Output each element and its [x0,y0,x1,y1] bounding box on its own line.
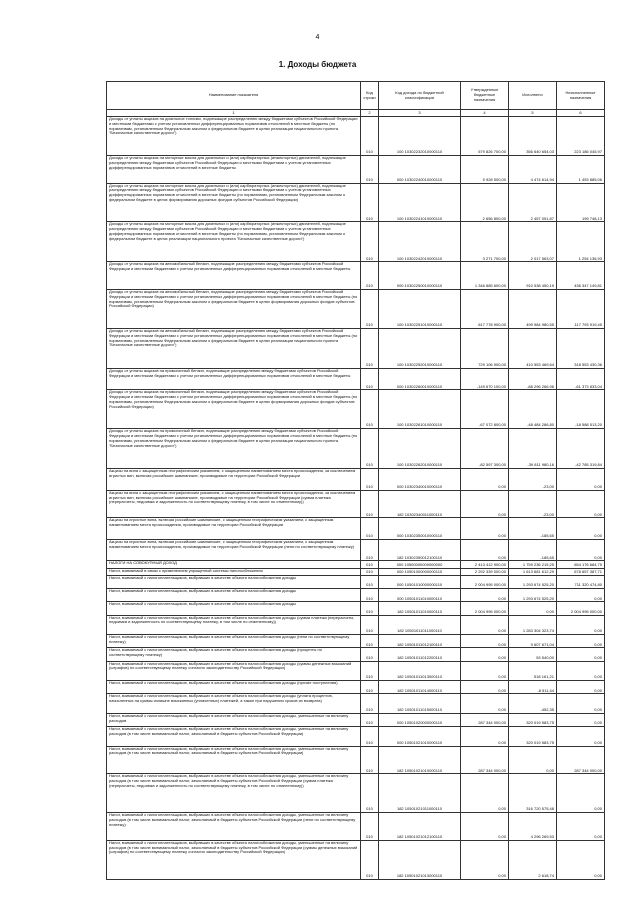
executed-amount: 0,00 [509,602,557,615]
line-code: 010 [361,840,379,879]
executed-amount: 0,00 [509,746,557,774]
approved-amount: 2 004 995 000,00 [461,575,509,588]
table-row [107,727,605,746]
classification-code: 000 10302260010000110 [379,368,461,390]
column-number: 4 [461,110,509,117]
indicator-name: Доходы от уплаты акцизов на автомобильный бензин, подлежащие распределению между бюджетами субъектов Российской Федерации и местными бюджетами с учетом установленных дифференцированных нормативов отчислений в местные бюджеты (по нормативам, установленным Федеральным законом о федеральном бюджете в целях формирования дорожных фондов субъектов Российской Федерации) [107,290,361,329]
table-row [107,390,605,429]
table-row [107,840,605,879]
classification-code: 182 10501021012100110 [379,813,461,841]
line-code: 010 [361,262,379,290]
executed-amount: 1 293 674 525,20 [509,575,557,588]
unexecuted-amount: 0,00 [557,469,605,491]
line-code: 010 [361,575,379,588]
unexecuted-amount: 0,00 [557,681,605,694]
column-number: 6 [557,110,605,117]
indicator-name: НАЛОГИ НА СОВОКУПНЫЙ ДОХОД [107,561,361,568]
classification-code: 000 10302240010000110 [379,155,461,183]
unexecuted-amount: 1 453 885,06 [557,155,605,183]
approved-amount: 0,00 [461,694,509,713]
unexecuted-amount: 0,00 [557,840,605,879]
classification-code: 000 10302350010000110 [379,518,461,540]
unexecuted-amount: 0,00 [557,539,605,561]
classification-code: 100 10302232010000110 [379,117,461,156]
unexecuted-amount: 318 553 430,36 [557,328,605,368]
classification-code: 182 10501021010000110 [379,746,461,774]
approved-amount: 0,00 [461,635,509,648]
table-row [107,117,605,156]
executed-amount: 1 759 236 215,25 [509,561,557,568]
classification-code: 100 10302261010000110 [379,390,461,429]
line-code: 010 [361,518,379,540]
classification-code: 100 10302251010000110 [379,290,461,329]
classification-code: 100 10302252010000110 [379,328,461,368]
page-number: 4 [315,34,320,41]
indicator-name: Налог, взимаемый с налогоплательщиков, выбравших в качестве объекта налогообложения доходы, уменьшенные на величину расходов (в том числе минимальный налог, зачисляемый в бюджеты субъектов Российской Федерации (суммы денежных взысканий (штрафов) по соответствующему платежу согласно законодательству Российской Федерации) [107,840,361,879]
indicator-name: Налог, взимаемый с налогоплательщиков, выбравших в качестве объекта налогообложения доходы (суммы денежных взысканий (штрафов) по соответствующему платежу согласно законодательству Российской Федерации) [107,661,361,680]
line-code: 010 [361,661,379,680]
unexecuted-amount: 0,00 [557,518,605,540]
executed-amount: 2 017 563,07 [509,222,557,262]
table-row [107,183,605,222]
indicator-name: Доходы от уплаты акцизов на автомобильный бензин, подлежащие распределению между бюджетами субъектов Российской Федерации и местными бюджетами с учетом установленных дифференцированных нормативов отчислений в местные бюджеты [107,262,361,290]
classification-code: 182 10501011012200110 [379,648,461,661]
table-row [107,713,605,726]
approved-amount: 2 656 800,00 [461,183,509,222]
table-row [107,615,605,634]
executed-amount: -185,65 [509,539,557,561]
executed-amount: -23,00 [509,469,557,491]
unexecuted-amount: 678 657 387,71 [557,568,605,575]
classification-code: 182 10501011011000110 [379,615,461,634]
approved-amount: -67 072 800,00 [461,390,509,429]
line-code: 010 [361,155,379,183]
indicator-name: Доходы от уплаты акцизов на дизельное топливо, подлежащие распределению между бюджетами субъектов Российской Федерации и местными бюджетами с учетом установленных дифференцированных нормативов отчислений в местные бюджеты (по нормативам, установленным Федеральным законом о федеральном бюджете в целях реализации национального проекта "Безопасные качественные дороги") [107,117,361,156]
table-row [107,588,605,601]
executed-amount: 410 553 469,64 [509,328,557,368]
line-code: 010 [361,222,379,262]
approved-amount: 0,00 [461,490,509,518]
column-number-row [107,110,605,117]
executed-amount: 356 640 654,03 [509,117,557,156]
line-code: 010 [361,390,379,429]
approved-amount: 0,00 [461,813,509,841]
line-code: 010 [361,183,379,222]
approved-amount: 0,00 [461,681,509,694]
column-number: 2 [361,110,379,117]
approved-amount: 617 778 900,00 [461,290,509,329]
line-code: 010 [361,635,379,648]
classification-code: 100 10302262010000110 [379,429,461,469]
line-code: 010 [361,774,379,813]
executed-amount: 320 019 583,75 [509,727,557,746]
executed-amount: 53 540,00 [509,648,557,661]
indicator-name: Налог, взимаемый с налогоплательщиков, выбравших в качестве объекта налогообложения доходы (прочие поступления) [107,681,361,694]
executed-amount: 4 296 269,53 [509,813,557,841]
executed-amount: -88 296 266,96 [509,368,557,390]
executed-amount: 1 283 304 323,74 [509,615,557,634]
executed-amount: 316 720 575,48 [509,774,557,813]
table-row [107,262,605,290]
unexecuted-amount: 0,00 [557,490,605,518]
approved-amount: 0,00 [461,661,509,680]
unexecuted-amount: 223 186 045,97 [557,117,605,156]
unexecuted-amount: 117 793 919,45 [557,290,605,329]
line-code: 010 [361,568,379,575]
indicator-name: Доходы от уплаты акцизов на моторные масла для дизельных и (или) карбюраторных (инжекторных) двигателей, подлежащие распределению между бюджетами субъектов Российской Федерации и местными бюджетами с учетом установленных дифференцированных нормативов отчислений в местные бюджеты [107,155,361,183]
indicator-name: Налог, взимаемый с налогоплательщиков, выбравших в качестве объекта налогообложения доходы, уменьшенные на величину расходов (в том числе минимальный налог, зачисляемый в бюджеты субъектов Российской Федерации (пени по соответствующему платежу) [107,813,361,841]
classification-code: 100 10302242010000110 [379,222,461,262]
indicator-name: Акцизы на вина с защищенным географическим указанием, с защищенным наименованием места происхождения, за исключением игристых вин, включая российские шампанские, производимые на территории Российской Федерации [107,469,361,491]
executed-amount: 2 618,74 [509,840,557,879]
approved-amount: 0,00 [461,615,509,634]
classification-code: 182 10501011012100110 [379,635,461,648]
classification-code: 182 10501011015000110 [379,694,461,713]
unexecuted-amount: 1 254 136,93 [557,222,605,262]
unexecuted-amount: 0,00 [557,727,605,746]
table-row [107,648,605,661]
unexecuted-amount: 0,00 [557,635,605,648]
classification-code: 000 10501010000000110 [379,575,461,588]
approved-amount: 0,00 [461,539,509,561]
line-code: 010 [361,490,379,518]
table-row [107,429,605,469]
table-row [107,746,605,774]
table-row [107,774,605,813]
header-line-code: Код строки [361,82,379,110]
table-row [107,694,605,713]
approved-amount: -149 670 100,00 [461,368,509,390]
header-unexecuted: Неисполненные назначения [557,82,605,110]
approved-amount: 5 928 500,00 [461,155,509,183]
unexecuted-amount: 711 320 474,80 [557,575,605,588]
unexecuted-amount: -18 588 513,20 [557,390,605,429]
line-code: 010 [361,429,379,469]
classification-code: 182 10302340011000110 [379,490,461,518]
table-row [107,602,605,615]
unexecuted-amount: 199 748,13 [557,183,605,222]
unexecuted-amount: 0,00 [557,694,605,713]
approved-amount: 287 344 000,00 [461,746,509,774]
table-row [107,568,605,575]
table-row [107,155,605,183]
indicator-name: Налог, взимаемый с налогоплательщиков, выбравших в качестве объекта налогообложения доходы (сумма платежа (перерасчеты, недоимка и задолженность по соответствующему платежу, в том числе по отмененному)) [107,615,361,634]
executed-amount: 910 538 450,19 [509,262,557,290]
table-row [107,518,605,540]
classification-code: 000 10302340010000110 [379,469,461,491]
executed-amount: 1 613 681 612,29 [509,568,557,575]
classification-code: 000 10501021010000110 [379,727,461,746]
classification-code: 000 10302250010000110 [379,262,461,290]
classification-code: 000 10501020000000110 [379,713,461,726]
indicator-name: Налог, взимаемый с налогоплательщиков, выбравших в качестве объекта налогообложения доходы (пени по соответствующему платежу) [107,635,361,648]
indicator-name: Доходы от уплаты акцизов на моторные масла для дизельных и (или) карбюраторных (инжекторных) двигателей, подлежащие распределению между бюджетами субъектов Российской Федерации и местными бюджетами с учетом установленных дифференцированных нормативов отчислений в местные бюджеты (по нормативам, установленным Федеральным законом о федеральном бюджете в целях формирования дорожных фондов субъектов Российской Федерации) [107,183,361,222]
executed-amount: 1 293 674 525,20 [509,588,557,601]
unexecuted-amount: 0,00 [557,661,605,680]
header-executed: Исполнено [509,82,557,110]
line-code: 010 [361,469,379,491]
approved-amount: 579 826 700,00 [461,117,509,156]
approved-amount: 0,00 [461,840,509,879]
table-row [107,561,605,568]
indicator-name: Налог, взимаемый в связи с применением упрощенной системы налогообложения [107,568,361,575]
line-code: 010 [361,117,379,156]
budget-income-table [106,81,605,880]
approved-amount: -82 597 300,00 [461,429,509,469]
header-approved: Утвержденные бюджетные назначения [461,82,509,110]
table-row [107,328,605,368]
classification-code: 100 10302241010000110 [379,183,461,222]
indicator-name: Акцизы на вина с защищенным географическим указанием, с защищенным наименованием места происхождения, за исключением игристых вин, включая российские шампанские, производимые на территории Российской Федерации (сумма платежа (перерасчеты, недоимка и задолженность по соответствующему платежу, в том числе по отмененному)) [107,490,361,518]
executed-amount: -48 484 286,80 [509,390,557,429]
executed-amount: 2 457 051,87 [509,183,557,222]
line-code: 010 [361,615,379,634]
column-number: 5 [509,110,557,117]
table-row [107,681,605,694]
executed-amount: -8 511,44 [509,681,557,694]
executed-amount: -23,00 [509,490,557,518]
header-row [107,82,605,110]
executed-amount: 518 161,21 [509,661,557,680]
table-row [107,469,605,491]
table-row [107,575,605,588]
classification-code: 182 10501021011000110 [379,774,461,813]
unexecuted-amount: 436 347 149,81 [557,262,605,290]
line-code: 010 [361,813,379,841]
line-code: 010 [361,539,379,561]
approved-amount: 0,00 [461,588,509,601]
approved-amount: 2 004 995 000,00 [461,602,509,615]
unexecuted-amount: 0,00 [557,648,605,661]
table-row [107,635,605,648]
executed-amount: -452,35 [509,694,557,713]
line-code: 010 [361,602,379,615]
executed-amount: 9 607 671,04 [509,635,557,648]
unexecuted-amount: 2 004 995 000,00 [557,602,605,615]
indicator-name: Акцизы на игристые вина, включая российские шампанские, с защищенным географическим указанием, с защищенным наименованием места происхождения, производимые на территории Российской Федерации [107,518,361,540]
unexecuted-amount: -61 373 833,04 [557,368,605,390]
line-code: 010 [361,727,379,746]
line-code: 010 [361,368,379,390]
table-row [107,368,605,390]
unexecuted-amount: 0,00 [557,774,605,813]
unexecuted-amount: -42 785 319,84 [557,429,605,469]
table-row [107,813,605,841]
approved-amount: 729 106 900,00 [461,328,509,368]
line-code: 010 [361,694,379,713]
classification-code: 000 10501000000000110 [379,568,461,575]
executed-amount: 499 984 980,55 [509,290,557,329]
unexecuted-amount: 0,00 [557,588,605,601]
line-code: 010 [361,713,379,726]
unexecuted-amount: 0,00 [557,813,605,841]
line-code: 010 [361,746,379,774]
unexecuted-amount: 654 176 684,75 [557,561,605,568]
header-classification: Код дохода по бюджетной классификации [379,82,461,110]
classification-code: 182 10501021013000110 [379,840,461,879]
indicator-name: Налог, взимаемый с налогоплательщиков, выбравших в качестве объекта налогообложения доходы (проценты по соответствующему платежу) [107,648,361,661]
indicator-name: Акцизы на игристые вина, включая российские шампанские, с защищенным географическим указанием, с защищенным наименованием места происхождения, производимые на территории Российской Федерации (пени по соответствующему платежу) [107,539,361,561]
approved-amount: 0,00 [461,469,509,491]
table-row [107,539,605,561]
indicator-name: Налог, взимаемый с налогоплательщиков, выбравших в качестве объекта налогообложения доходы, уменьшенные на величину расходов (в том числе минимальный налог, зачисляемый в бюджеты субъектов Российской Федерации) [107,727,361,746]
classification-code: 182 10302350012100110 [379,539,461,561]
executed-amount: -39 811 980,16 [509,429,557,469]
line-code: 010 [361,681,379,694]
indicator-name: Налог, взимаемый с налогоплательщиков, выбравших в качестве объекта налогообложения доходы, уменьшенные на величину расходов (в том числе минимальный налог, зачисляемый в бюджеты субъектов Российской Федерации) [107,746,361,774]
indicator-name: Доходы от уплаты акцизов на прямогонный бензин, подлежащие распределению между бюджетами субъектов Российской Федерации и местными бюджетами с учетом установленных дифференцированных нормативов отчислений в местные бюджеты (по нормативам, установленным Федеральным законом о федеральном бюджете в целях реализации национального проекта "Безопасные качественные дороги") [107,429,361,469]
unexecuted-amount: 287 344 000,00 [557,746,605,774]
indicator-name: Налог, взимаемый с налогоплательщиков, выбравших в качестве объекта налогообложения доходы (уплата процентов, начисленных на суммы излишне взысканных (уплаченных) платежей, а также при нарушении сроков их возврата) [107,694,361,713]
line-code: 010 [361,588,379,601]
line-code: 010 [361,328,379,368]
column-number: 3 [379,110,461,117]
executed-amount: 4 474 614,94 [509,155,557,183]
approved-amount: 3 271 700,00 [461,222,509,262]
classification-code: 000 10501011010000110 [379,588,461,601]
approved-amount: 2 292 339 000,00 [461,568,509,575]
line-code: 010 [361,561,379,568]
approved-amount: 1 346 885 600,00 [461,262,509,290]
indicator-name: Налог, взимаемый с налогоплательщиков, выбравших в качестве объекта налогообложения доходы, уменьшенные на величину расходов [107,713,361,726]
approved-amount: 2 413 412 900,00 [461,561,509,568]
unexecuted-amount: 0,00 [557,615,605,634]
indicator-name: Доходы от уплаты акцизов на прямогонный бензин, подлежащие распределению между бюджетами субъектов Российской Федерации и местными бюджетами с учетом установленных дифференцированных нормативов отчислений в местные бюджеты (по нормативам, установленным Федеральным законом о федеральном бюджете в целях формирования дорожных фондов субъектов Российской Федерации) [107,390,361,429]
indicator-name: Доходы от уплаты акцизов на моторные масла для дизельных и (или) карбюраторных (инжекторных) двигателей, подлежащие распределению между бюджетами субъектов Российской Федерации и местными бюджетами с учетом установленных дифференцированных нормативов отчислений в местные бюджеты (по нормативам, установленным Федеральным законом о федеральном бюджете в целях реализации национального проекта "Безопасные качественные дороги") [107,222,361,262]
approved-amount: 0,00 [461,518,509,540]
classification-code: 182 10501011013000110 [379,661,461,680]
indicator-name: Доходы от уплаты акцизов на автомобильный бензин, подлежащие распределению между бюджетами субъектов Российской Федерации и местными бюджетами с учетом установленных дифференцированных нормативов отчислений в местные бюджеты (по нормативам, установленным Федеральным законом о федеральном бюджете в целях реализации национального проекта "Безопасные качественные дороги") [107,328,361,368]
section-title: 1. Доходы бюджета [278,60,357,69]
approved-amount: 0,00 [461,727,509,746]
table-row [107,290,605,329]
classification-code: 182 10501011014000110 [379,681,461,694]
indicator-name: Налог, взимаемый с налогоплательщиков, выбравших в качестве объекта налогообложения доходы [107,602,361,615]
approved-amount: 0,00 [461,648,509,661]
indicator-name: Налог, взимаемый с налогоплательщиков, выбравших в качестве объекта налогообложения доходы, уменьшенные на величину расходов (в том числе минимальный налог, зачисляемый в бюджеты субъектов Российской Федерации (сумма платежа (перерасчеты, недоимка и задолженность по соответствующему платежу, в том числе по отмененному)) [107,774,361,813]
executed-amount: 320 019 583,75 [509,713,557,726]
approved-amount: 0,00 [461,774,509,813]
indicator-name: Налог, взимаемый с налогоплательщиков, выбравших в качестве объекта налогообложения доходы [107,588,361,601]
table-row [107,661,605,680]
table-row [107,222,605,262]
indicator-name: Доходы от уплаты акцизов на прямогонный бензин, подлежащие распределению между бюджетами субъектов Российской Федерации и местными бюджетами с учетом установленных дифференцированных нормативов отчислений в местные бюджеты [107,368,361,390]
indicator-name: Налог, взимаемый с налогоплательщиков, выбравших в качестве объекта налогообложения доходы [107,575,361,588]
unexecuted-amount: 0,00 [557,713,605,726]
line-code: 010 [361,648,379,661]
classification-code: 182 10501011010000110 [379,602,461,615]
classification-code: 000 10500000000000000 [379,561,461,568]
table-row [107,490,605,518]
column-number: 1 [107,110,361,117]
line-code: 010 [361,290,379,329]
approved-amount: 287 344 000,00 [461,713,509,726]
executed-amount: -185,65 [509,518,557,540]
header-name: Наименование показателя [107,82,361,110]
